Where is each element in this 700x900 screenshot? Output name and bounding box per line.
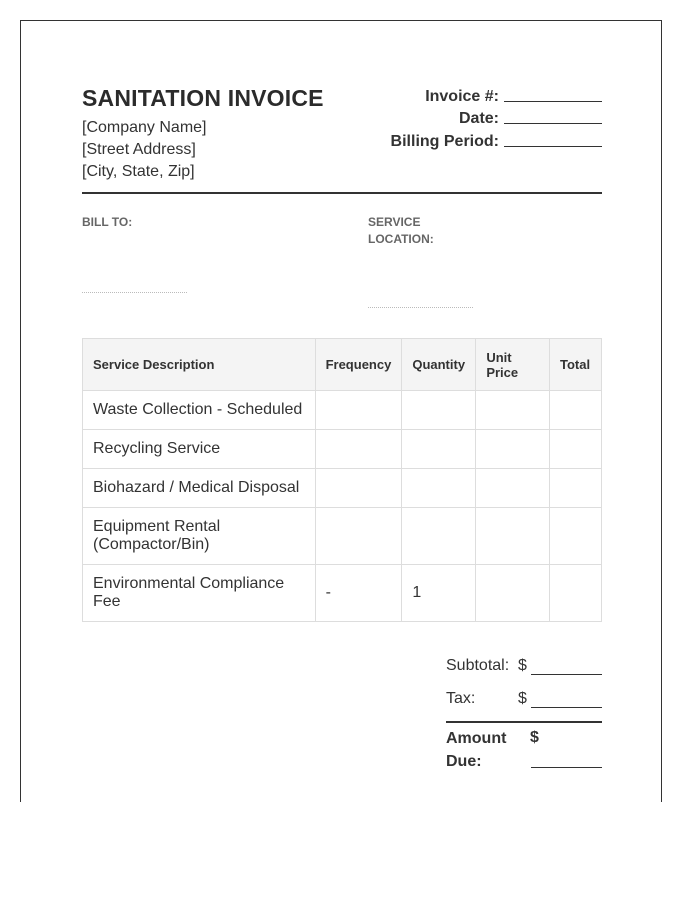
invoice-meta [302, 83, 602, 151]
frequency-cell[interactable]: - [315, 565, 402, 622]
quantity-cell[interactable] [402, 430, 476, 469]
date-row [302, 106, 602, 129]
table-row [83, 391, 602, 430]
billing-period-label: Billing Period: [390, 132, 499, 150]
service-location-field[interactable] [368, 307, 473, 308]
service-description-cell[interactable]: Biohazard / Medical Disposal [83, 469, 316, 508]
frequency-cell[interactable] [315, 391, 402, 430]
table-row [83, 508, 602, 565]
total-cell[interactable] [550, 391, 602, 430]
quantity-cell[interactable]: 1 [402, 565, 476, 622]
amount-due-currency: $ [530, 729, 539, 746]
invoice-page [20, 20, 662, 802]
subtotal-field[interactable] [531, 674, 602, 675]
service-description-cell[interactable]: Recycling Service [83, 430, 316, 469]
unit-price-cell[interactable] [476, 565, 550, 622]
unit-price-cell[interactable] [476, 508, 550, 565]
amount-due-field[interactable] [531, 767, 602, 768]
bill-to-field[interactable] [82, 292, 187, 293]
header-divider [82, 192, 602, 194]
date-field[interactable] [504, 123, 602, 124]
header-unit-price: Unit Price [476, 339, 550, 391]
totals-divider [446, 721, 602, 723]
unit-price-cell[interactable] [476, 430, 550, 469]
unit-price-cell[interactable] [476, 391, 550, 430]
service-location-label: SERVICE LOCATION: [368, 215, 434, 246]
total-cell[interactable] [550, 430, 602, 469]
invoice-number-field[interactable] [504, 101, 602, 102]
table-header-row [83, 339, 602, 391]
quantity-cell[interactable] [402, 391, 476, 430]
company-info [82, 117, 207, 183]
frequency-cell[interactable] [315, 508, 402, 565]
header-frequency: Frequency [315, 339, 402, 391]
bill-to-label: BILL TO: [82, 215, 133, 229]
city-state-zip[interactable]: [City, State, Zip] [82, 163, 195, 180]
amount-due-label: Amount Due: [446, 730, 507, 770]
table-row [83, 469, 602, 508]
date-label: Date: [458, 110, 499, 127]
total-cell[interactable] [550, 508, 602, 565]
billing-period-row [302, 128, 602, 151]
unit-price-cell[interactable] [476, 469, 550, 508]
tax-field[interactable] [531, 707, 602, 708]
total-cell[interactable] [550, 565, 602, 622]
frequency-cell[interactable] [315, 469, 402, 508]
tax-currency: $ [518, 690, 527, 707]
service-description-cell[interactable]: Environmental Compliance Fee [83, 565, 316, 622]
invoice-number-label: Invoice #: [425, 87, 499, 105]
invoice-number-row [302, 83, 602, 106]
invoice-content [82, 21, 602, 802]
subtotal-currency: $ [518, 657, 527, 674]
service-description-cell[interactable]: Equipment Rental (Compactor/Bin) [83, 508, 316, 565]
header-quantity: Quantity [402, 339, 476, 391]
service-description-cell[interactable]: Waste Collection - Scheduled [83, 391, 316, 430]
services-table [82, 338, 602, 622]
quantity-cell[interactable] [402, 469, 476, 508]
table-row [83, 565, 602, 622]
subtotal-label: Subtotal: [446, 657, 510, 674]
invoice-title: SANITATION INVOICE [82, 85, 324, 111]
quantity-cell[interactable] [402, 508, 476, 565]
street-address[interactable]: [Street Address] [82, 141, 196, 158]
table-row [83, 430, 602, 469]
tax-label: Tax: [446, 690, 476, 707]
header-service-description: Service Description [83, 339, 316, 391]
header-total: Total [550, 339, 602, 391]
frequency-cell[interactable] [315, 430, 402, 469]
total-cell[interactable] [550, 469, 602, 508]
billing-period-field[interactable] [504, 146, 602, 147]
company-name[interactable]: [Company Name] [82, 119, 207, 136]
